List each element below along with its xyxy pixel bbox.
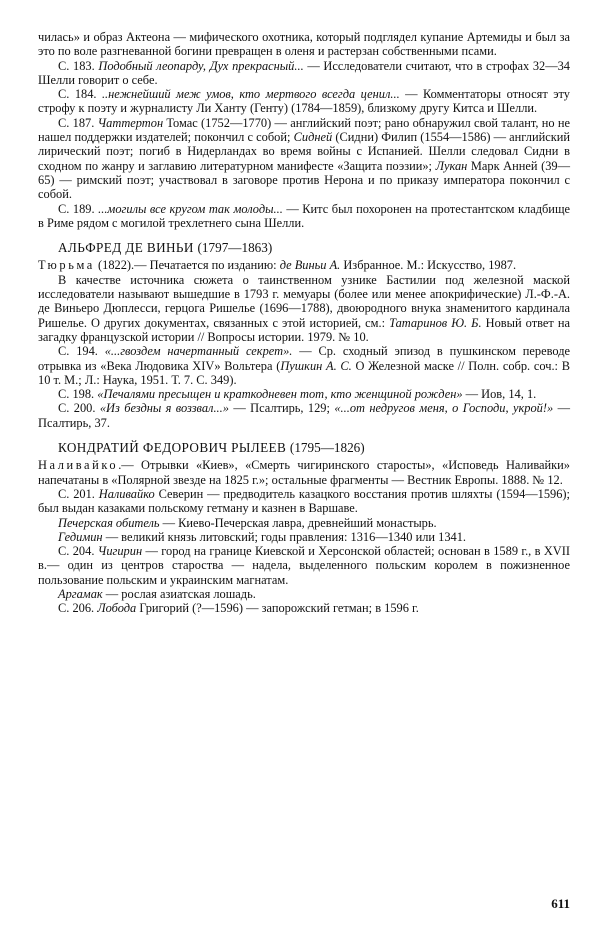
section-heading [58, 441, 570, 455]
text-run: — Псалтирь, 129; [228, 401, 335, 416]
commentary-paragraph [38, 30, 570, 59]
commentary-paragraph [38, 587, 570, 601]
commentary-paragraph [38, 258, 570, 272]
text-run: С. 194. [58, 344, 105, 359]
commentary-paragraph [38, 544, 570, 587]
text-run: С. 201. [58, 486, 99, 501]
italic-term: Чигирин [97, 544, 143, 559]
commentary-paragraph [38, 487, 570, 516]
italic-term: Гедимин [58, 529, 103, 544]
commentary-paragraph [38, 202, 570, 231]
text-run: .— Отрывки «Киев», «Смерть чигиринского старосты», «Исповедь Наливайки» напечатаны в «Полярной звезде на 1825 г.»; остальные фрагменты — Вестник Европы. 1888. № 12. [38, 458, 570, 487]
author-years: (1795—1826) [289, 440, 365, 456]
text-run: С. 189. [58, 201, 99, 216]
text-run: С. 184. [58, 87, 102, 102]
author-years: (1797—1863) [197, 240, 273, 256]
text-run: Марк Анней (39—65) — римский поэт; участвовал в заговоре против Нерона и по приказу императора покончил с собой. [38, 158, 570, 202]
italic-term: Чаттертон [97, 115, 164, 130]
commentary-paragraph [38, 601, 570, 615]
commentary-paragraph [38, 401, 570, 430]
text-run: В качестве источника сюжета о таинственном узнике Бастилии под железной маской исследователи называют вышедшие в 1793 г. мемуары (более или менее апокрифические) Л.-Ф.-А. де Виньеро Дюплесси, герцога Ришелье (1696—1788), двоюродного внука знаменитого кардинала Ришелье. О других документах, связанных с этой историей, см.: [38, 272, 570, 330]
italic-term: ...могилы все кругом так молоды... [98, 201, 283, 216]
text-run: С. 183. [58, 58, 99, 73]
text-run: — Китс был похоронен на протестантском кладбище в Риме рядом с могилой трехлетнего сына Шелли. [38, 201, 570, 230]
text-run: С. 204. [58, 544, 98, 559]
text-run: Новый ответ на загадку французской истории // Вопросы истории. 1979. № 10. [38, 315, 570, 344]
commentary-paragraph [38, 59, 570, 88]
text-run: Северин — предводитель казацкого восстания против шляхты (1594—1596); был выдан казаками польскому гетману и казнен в Варшаве. [38, 486, 571, 516]
text-run: С. 198. [58, 387, 98, 402]
italic-term: Лукан [435, 158, 468, 173]
italic-term: де Виньи А. [279, 258, 341, 273]
commentary-paragraph [38, 344, 570, 387]
text-run: С. 206. [58, 601, 98, 616]
text-run: — Киево-Печерская лавра, древнейший монастырь. [159, 515, 437, 530]
italic-term: «...гвоздем начертанный секрет». [104, 344, 293, 359]
work-title-spaced: Тюрьма [38, 258, 95, 273]
italic-term: «...от недругов меня, о Господи, укрой!» [334, 401, 554, 416]
italic-term: Аргамак [58, 586, 103, 601]
italic-term: «Печалями пресыщен и краткодневен тот, кто женщиной рожден» [97, 387, 463, 402]
text-run: — Исследователи считают, что в строфах 32—34 Шелли говорит о себе. [38, 58, 570, 87]
italic-term: Сидней [293, 130, 333, 145]
text-run: Григорий (?—1596) — запорожский гетман; в 1596 г. [136, 601, 419, 616]
text-run: чилась» и образ Актеона — мифического охотника, который подглядел купание Артемиды и был за это по воле разгневанной богини превращен в оленя и растерзан собственными псами. [38, 30, 570, 59]
text-run: Избранное. М.: Искусство, 1987. [340, 258, 517, 273]
text-run: — Псалтирь, 37. [38, 401, 570, 430]
commentary-paragraph [38, 387, 570, 401]
commentary-paragraph [38, 116, 570, 202]
italic-term: ..нежнейший меж умов, кто мертвого всегда ценил... [101, 87, 400, 102]
author-name: КОНДРАТИЙ ФЕДОРОВИЧ РЫЛЕЕВ [58, 440, 287, 456]
section-heading [58, 241, 570, 255]
italic-term: Наливайко [98, 486, 155, 501]
text-run: — Комментаторы относят эту строфу к поэту и журналисту Ли Ханту (Генту) (1784—1859), близкому другу Китса и Шелли. [38, 87, 570, 116]
commentary-paragraph [38, 273, 570, 344]
italic-term: Пушкин А. С. [280, 358, 352, 373]
text-run: (Сидни) Филип (1554—1586) — английский лирический поэт; погиб в Нидерландах во время войны с Испанией. Шелли следовал Сидни в сходном по жанру и заглавию литературном манифесте «Защита поэзии»; [38, 130, 570, 173]
text-run: — Иов, 14, 1. [462, 387, 537, 402]
italic-term: Татаринов Ю. Б. [389, 315, 482, 330]
text-run: Томас (1752—1770) — английский поэт; рано обнаружил свой талант, но не нашел поддержки издателей; покончил с собой; [38, 115, 570, 145]
commentary-paragraph [38, 458, 570, 487]
text-run: (1822).— Печатается по изданию: [94, 258, 280, 273]
commentary-paragraph [38, 516, 570, 530]
italic-term: Лобода [97, 601, 137, 616]
text-run: О Железной маске // Полн. собр. соч.: В 10 т. М.; Л.: Наука, 1951. Т. 7. С. 349). [38, 358, 570, 387]
text-run: С. 187. [58, 115, 98, 130]
italic-term: Подобный леопарду, Дух прекрасный... [98, 58, 304, 73]
text-run: — Ср. сходный эпизод в пушкинском переводе отрывка из «Века Людовика XIV» Вольтера ( [38, 344, 570, 373]
text-run: — город на границе Киевской и Херсонской областей; основан в 1589 г., в XVII в.— один из центров староства — надела, выделенного польским королем в пожизненное пользование польским и украинским магнатам. [38, 544, 570, 587]
italic-term: «Из бездны я воззвал...» [99, 401, 229, 416]
author-name: АЛЬФРЕД ДЕ ВИНЬИ [58, 240, 194, 256]
text-run: — рослая азиатская лошадь. [102, 586, 256, 601]
text-run: С. 200. [58, 401, 100, 416]
italic-term: Печерская обитель [58, 515, 160, 530]
commentary-paragraph [38, 87, 570, 116]
text-run: — великий князь литовский; годы правления: 1316—1340 или 1341. [102, 529, 467, 544]
commentary-page [38, 30, 570, 616]
work-title-spaced: Наливайко [38, 458, 119, 473]
commentary-paragraph [38, 530, 570, 544]
page-number: 611 [551, 896, 570, 911]
